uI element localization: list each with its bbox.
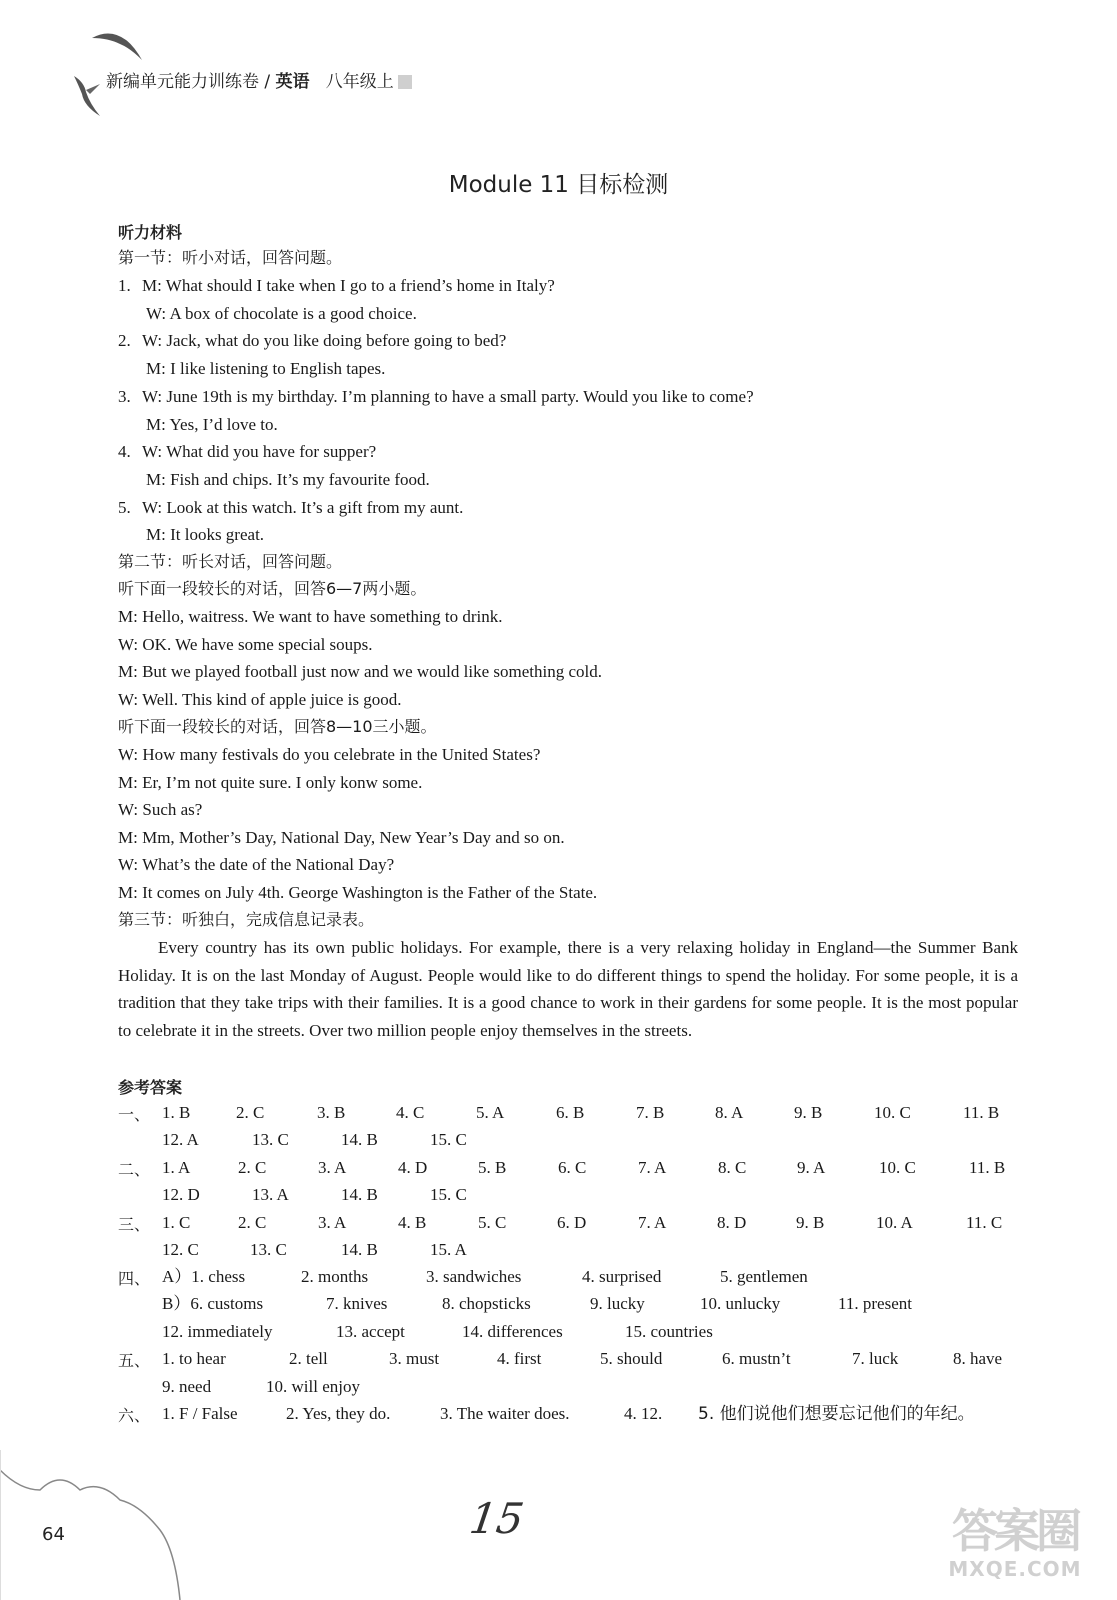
header-grade: 八年级上 (325, 72, 394, 92)
dialogue-line: M: It looks great. (146, 525, 265, 544)
answer-item: 2. C (238, 1213, 267, 1232)
answer-item: 1. to hear (162, 1349, 226, 1368)
answer-item: 3. The waiter does. (440, 1404, 570, 1423)
answer-item: 5. 他们说他们想要忘记他们的年纪。 (698, 1404, 975, 1424)
long-dialogue-intro: 听下面一段较长的对话，回答8—10三小题。 (118, 717, 437, 736)
answer-item: 4. surprised (582, 1267, 662, 1286)
answer-item: 15. C (430, 1130, 467, 1149)
answer-item: 1. C (162, 1213, 191, 1232)
answer-item: 5. should (600, 1349, 663, 1368)
answer-item: 12. D (162, 1185, 200, 1204)
answer-item: 14. B (341, 1240, 378, 1259)
answer-item: 14. differences (462, 1322, 563, 1341)
answer-item: 3. A (318, 1213, 347, 1232)
answer-item: 2. months (301, 1267, 369, 1286)
answer-item: 11. present (838, 1294, 912, 1313)
answer-item: 10. unlucky (700, 1294, 781, 1313)
answer-item: 15. countries (625, 1322, 713, 1341)
dialogue-line: W: Well. This kind of apple juice is good. (118, 690, 402, 709)
header-title-prefix: 新编单元能力训练卷 / (106, 72, 276, 92)
answer-item: 6. C (558, 1158, 587, 1177)
section3-title: 第三节：听独白，完成信息记录表。 (118, 910, 375, 929)
bird-icon (70, 70, 106, 120)
dialogue-line: W: What did you have for supper? (142, 442, 377, 461)
answer-item: 9. B (796, 1213, 825, 1232)
answer-item: 10. will enjoy (266, 1377, 360, 1396)
answer-item: 2. Yes, they do. (286, 1404, 391, 1423)
dialogue-line: W: Look at this watch. It’s a gift from my aunt. (142, 498, 464, 517)
answer-item: 10. C (874, 1103, 911, 1122)
page-header (70, 20, 550, 120)
answer-item: 3. B (317, 1103, 346, 1122)
answer-item: 3. A (318, 1158, 347, 1177)
header-title (106, 67, 412, 92)
dialogue-line: M: Yes, I’d love to. (146, 415, 278, 434)
dialogue-line: M: Fish and chips. It’s my favourite food. (146, 470, 430, 489)
answer-item: 8. have (953, 1349, 1003, 1368)
answer-item: 15. A (430, 1240, 467, 1259)
answer-item: 4. D (398, 1158, 428, 1177)
answer-item: 7. A (638, 1213, 667, 1232)
answer-item: 5. B (478, 1158, 507, 1177)
answer-item: 6. D (557, 1213, 587, 1232)
answer-item: 4. B (398, 1213, 427, 1232)
answer-part-prefix: 五、 (118, 1351, 151, 1370)
answer-item: 3. must (389, 1349, 440, 1368)
answer-item: 6. B (556, 1103, 585, 1122)
answer-item: 8. C (718, 1158, 747, 1177)
answer-item: 2. C (236, 1103, 265, 1122)
dialogue-line: M: Hello, waitress. We want to have something to drink. (118, 607, 503, 626)
answer-item: 9. need (162, 1377, 212, 1396)
handwritten-number: 15 (466, 1494, 527, 1543)
answer-part-prefix: 六、 (118, 1406, 151, 1425)
answer-item: 11. B (963, 1103, 1000, 1122)
section1-title: 第一节：听小对话，回答问题。 (118, 248, 343, 267)
answer-item: 8. A (715, 1103, 744, 1122)
answer-item: 14. B (341, 1185, 378, 1204)
answer-item: 12. A (162, 1130, 199, 1149)
answer-part-prefix: 一、 (118, 1105, 151, 1124)
watermark-url: MXQE.COM (948, 1557, 1082, 1581)
dialogue-line: M: Er, I’m not quite sure. I only konw some. (118, 773, 423, 792)
answer-item: 7. B (636, 1103, 665, 1122)
dialogue-line: W: What’s the date of the National Day? (118, 855, 395, 874)
answer-item: 4. 12. (624, 1404, 663, 1423)
header-subject: 英语 (275, 72, 310, 92)
page-number: 64 (42, 1524, 65, 1545)
answer-item: 1. A (162, 1158, 191, 1177)
answers-heading: 参考答案 (118, 1078, 183, 1097)
answer-item: A）1. chess (162, 1267, 246, 1286)
dialogue-number: 2. (118, 331, 131, 350)
answer-item: 10. A (876, 1213, 913, 1232)
listening-heading: 听力材料 (118, 223, 183, 242)
answer-item: 2. C (238, 1158, 267, 1177)
answer-item: 9. A (797, 1158, 826, 1177)
answer-item: 3. sandwiches (426, 1267, 522, 1286)
bird-icon (90, 26, 150, 66)
answer-item: 9. lucky (590, 1294, 645, 1313)
dialogue-line: W: OK. We have some special soups. (118, 635, 373, 654)
monologue-paragraph: Every country has its own public holidays. For example, there is a very relaxing holiday in England—the Summer Bank Holiday. It is on the last Monday of August. People would like to do different things to spend the holiday. For some people, it is a tradition that they take trips with their families. It is a good chance to work in their gardens for some people. It is the most popular to celebrate it in the streets. Over two million people enjoy themselves in the streets. (118, 938, 1018, 1040)
dialogue-line: W: A box of chocolate is a good choice. (146, 304, 417, 323)
watermark (930, 1505, 1100, 1595)
header-square-icon (398, 75, 412, 89)
cloud-decoration-icon (0, 1450, 200, 1600)
answer-part-prefix: 二、 (118, 1160, 151, 1179)
answer-item: 12. C (162, 1240, 199, 1259)
answer-item: 4. first (497, 1349, 542, 1368)
dialogue-number: 4. (118, 442, 131, 461)
answer-item: 4. C (396, 1103, 425, 1122)
dialogue-line: W: How many festivals do you celebrate in the United States? (118, 745, 541, 764)
answer-item: 5. A (476, 1103, 505, 1122)
dialogue-line: M: What should I take when I go to a friend’s home in Italy? (142, 276, 555, 295)
watermark-logo: 答案圈 (952, 1504, 1078, 1558)
answer-item: 12. immediately (162, 1322, 273, 1341)
answer-item: 1. B (162, 1103, 191, 1122)
answer-item: 9. B (794, 1103, 823, 1122)
answer-item: 1. F / False (162, 1404, 238, 1423)
answer-item: 13. C (250, 1240, 287, 1259)
dialogue-line: W: June 19th is my birthday. I’m planning to have a small party. Would you like to come? (142, 387, 754, 406)
answer-part-prefix: 四、 (118, 1269, 151, 1288)
answer-item: B）6. customs (162, 1294, 264, 1313)
answer-item: 7. luck (852, 1349, 899, 1368)
answer-item: 7. knives (326, 1294, 388, 1313)
answer-item: 8. D (717, 1213, 747, 1232)
dialogue-line: W: Jack, what do you like doing before going to bed? (142, 331, 507, 350)
dialogue-number: 3. (118, 387, 131, 406)
answer-item: 5. gentlemen (720, 1267, 808, 1286)
answer-item: 6. mustn’t (722, 1349, 791, 1368)
section2-title: 第二节：听长对话，回答问题。 (118, 552, 343, 571)
answer-item: 2. tell (289, 1349, 328, 1368)
page-title: Module 11 目标检测 (448, 172, 669, 198)
dialogue-number: 5. (118, 498, 131, 517)
answer-item: 5. C (478, 1213, 507, 1232)
answer-item: 13. C (252, 1130, 289, 1149)
dialogue-line: W: Such as? (118, 800, 203, 819)
long-dialogue-intro: 听下面一段较长的对话，回答6—7两小题。 (118, 579, 427, 598)
answer-item: 7. A (638, 1158, 667, 1177)
answer-part-prefix: 三、 (118, 1215, 151, 1234)
dialogue-line: M: But we played football just now and we would like something cold. (118, 662, 602, 681)
dialogue-line: M: It comes on July 4th. George Washington is the Father of the State. (118, 883, 598, 902)
answer-item: 13. A (252, 1185, 289, 1204)
answer-item: 15. C (430, 1185, 467, 1204)
answer-item: 13. accept (336, 1322, 405, 1341)
answer-item: 11. B (969, 1158, 1006, 1177)
dialogue-line: M: Mm, Mother’s Day, National Day, New Year’s Day and so on. (118, 828, 565, 847)
answer-item: 8. chopsticks (442, 1294, 531, 1313)
dialogue-number: 1. (118, 276, 131, 295)
answer-item: 14. B (341, 1130, 378, 1149)
answer-item: 10. C (879, 1158, 916, 1177)
answer-item: 11. C (966, 1213, 1003, 1232)
dialogue-line: M: I like listening to English tapes. (146, 359, 386, 378)
